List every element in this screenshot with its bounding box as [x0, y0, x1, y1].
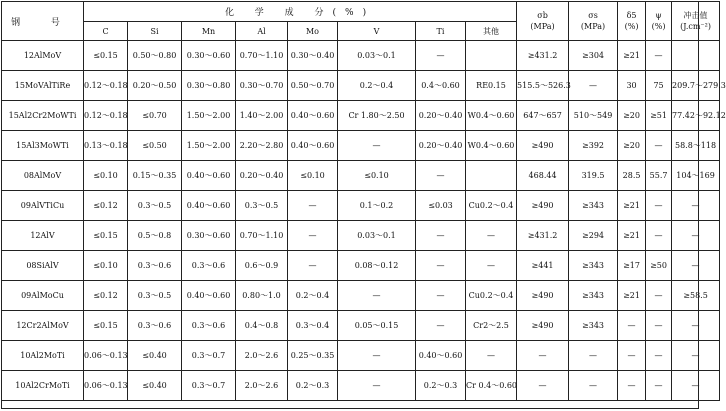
cell-delta5: — — [618, 371, 646, 401]
cell-sigma-s: — — [569, 71, 618, 101]
cell-sigma-b: — — [517, 371, 569, 401]
cell-al: 2.0～2.6 — [236, 371, 288, 401]
cell-c: 0.06～0.13 — [84, 371, 128, 401]
cell-impact: 58.8～118 — [672, 131, 720, 161]
cell-delta5: — — [618, 341, 646, 371]
cell-mo: 0.30～0.40 — [288, 41, 338, 71]
cell-impact: ≥58.5 — [672, 281, 720, 311]
cell-mo: 0.40～0.60 — [288, 101, 338, 131]
cell-si: 0.3～0.6 — [128, 251, 182, 281]
cell-sigma-b: 468.44 — [517, 161, 569, 191]
cell-psi: ≥51 — [646, 101, 672, 131]
table-row — [2, 221, 720, 251]
cell-sigma-b: 647～657 — [517, 101, 569, 131]
cell-sigma-b: 515.5～526.3 — [517, 71, 569, 101]
cell-sigma-b: ≥490 — [517, 131, 569, 161]
cell-sigma-b: ≥431.2 — [517, 41, 569, 71]
cell-sigma-b: ≥490 — [517, 281, 569, 311]
impact-unit: (J.cm⁻²) — [680, 22, 711, 31]
cell-impact: — — [672, 251, 720, 281]
element-header-c: C — [84, 22, 128, 41]
cell-grade: 08AlMoV — [2, 161, 84, 191]
cell-al: 2.0～2.6 — [236, 341, 288, 371]
cell-delta5: 30 — [618, 71, 646, 101]
cell-grade: 10Al2CrMoTi — [2, 371, 84, 401]
cell-impact: — — [672, 221, 720, 251]
cell-si: 0.3～0.5 — [128, 191, 182, 221]
cell-psi: — — [646, 221, 672, 251]
cell-v: 0.03～0.1 — [338, 41, 416, 71]
element-header-mo: Mo — [288, 22, 338, 41]
cell-si: 0.3～0.6 — [128, 311, 182, 341]
cell-v: 0.2～0.4 — [338, 71, 416, 101]
cell-delta5: ≥21 — [618, 281, 646, 311]
sigma-s-unit: (MPa) — [580, 22, 606, 31]
cell-sigma-b: ≥441 — [517, 251, 569, 281]
cell-psi: — — [646, 341, 672, 371]
cell-c: 0.12～0.18 — [84, 101, 128, 131]
cell-c: 0.06～0.13 — [84, 341, 128, 371]
element-header-other: 其他 — [466, 22, 517, 41]
cell-impact — [672, 41, 720, 71]
cell-sigma-s: 319.5 — [569, 161, 618, 191]
cell-delta5: ≥20 — [618, 131, 646, 161]
cell-v: 0.05～0.15 — [338, 311, 416, 341]
cell-mn: 0.3～0.7 — [182, 371, 236, 401]
cell-mn: 0.40～0.60 — [182, 161, 236, 191]
cell-mn: 0.30～0.60 — [182, 221, 236, 251]
cell-mo: — — [288, 221, 338, 251]
cell-si: ≤0.40 — [128, 341, 182, 371]
cell-other: Cr2～2.5 — [466, 311, 517, 341]
cell-impact: 77.42～92.12 — [672, 101, 720, 131]
cell-impact: — — [672, 191, 720, 221]
cell-sigma-s: — — [569, 371, 618, 401]
cell-ti: — — [416, 251, 466, 281]
cell-ti: — — [416, 311, 466, 341]
cell-ti: — — [416, 221, 466, 251]
table-row — [2, 281, 720, 311]
cell-psi: — — [646, 371, 672, 401]
cell-grade: 15MoVAlTiRe — [2, 71, 84, 101]
cell-al: 2.20～2.80 — [236, 131, 288, 161]
cell-al: 0.80～1.0 — [236, 281, 288, 311]
cell-delta5: ≥20 — [618, 101, 646, 131]
cell-v: ≤0.10 — [338, 161, 416, 191]
element-header-al: Al — [236, 22, 288, 41]
cell-ti: 0.2～0.3 — [416, 371, 466, 401]
cell-c: 0.12～0.18 — [84, 71, 128, 101]
cell-v: — — [338, 371, 416, 401]
cell-psi: — — [646, 131, 672, 161]
cell-v: — — [338, 131, 416, 161]
table-row — [2, 371, 720, 401]
table-row — [2, 341, 720, 371]
cell-al: 0.30～0.70 — [236, 71, 288, 101]
cell-delta5: ≥21 — [618, 221, 646, 251]
cell-v: — — [338, 341, 416, 371]
cell-sigma-s: ≥304 — [569, 41, 618, 71]
cell-grade: 12AlV — [2, 221, 84, 251]
cell-other: W0.4～0.60 — [466, 101, 517, 131]
cell-psi: — — [646, 191, 672, 221]
cell-sigma-s: — — [569, 341, 618, 371]
cell-mn: 1.50～2.00 — [182, 101, 236, 131]
cell-psi: — — [646, 311, 672, 341]
cell-impact: — — [672, 341, 720, 371]
cell-mo: 0.25～0.35 — [288, 341, 338, 371]
cell-ti: 0.20～0.40 — [416, 101, 466, 131]
cell-grade: 12Cr2AlMoV — [2, 311, 84, 341]
cell-c: ≤0.15 — [84, 41, 128, 71]
cell-sigma-s: ≥343 — [569, 281, 618, 311]
cell-si: 0.3～0.5 — [128, 281, 182, 311]
table-row — [2, 101, 720, 131]
cell-psi: ≥50 — [646, 251, 672, 281]
psi-header — [646, 2, 672, 41]
cell-sigma-b: — — [517, 341, 569, 371]
cell-v: 0.08～0.12 — [338, 251, 416, 281]
table-row — [2, 131, 720, 161]
cell-al: 0.3～0.5 — [236, 191, 288, 221]
cell-other: — — [466, 251, 517, 281]
cell-psi: 55.7 — [646, 161, 672, 191]
cell-psi: 75 — [646, 71, 672, 101]
composition-header: 化 学 成 分(%) — [84, 2, 517, 22]
cell-impact: 209.7～279.3 — [672, 71, 720, 101]
element-header-si: Si — [128, 22, 182, 41]
cell-grade: 10Al2MoTi — [2, 341, 84, 371]
cell-grade: 12AlMoV — [2, 41, 84, 71]
cell-mn: 0.3～0.6 — [182, 251, 236, 281]
cell-impact: — — [672, 371, 720, 401]
cell-mo: — — [288, 251, 338, 281]
table-row — [2, 311, 720, 341]
cell-al: 0.70～1.10 — [236, 41, 288, 71]
cell-v: — — [338, 281, 416, 311]
cell-si: ≤0.40 — [128, 371, 182, 401]
cell-ti: — — [416, 281, 466, 311]
cell-delta5: ≥21 — [618, 41, 646, 71]
cell-delta5: ≥17 — [618, 251, 646, 281]
cell-mn: 0.40～0.60 — [182, 191, 236, 221]
cell-v: 0.03～0.1 — [338, 221, 416, 251]
table-row — [2, 191, 720, 221]
cell-si: ≤0.50 — [128, 131, 182, 161]
cell-ti: ≤0.03 — [416, 191, 466, 221]
cell-c: ≤0.15 — [84, 221, 128, 251]
table-row — [2, 41, 720, 71]
cell-sigma-s: ≥294 — [569, 221, 618, 251]
sigma-b-unit: (MPa) — [530, 22, 555, 31]
cell-c: ≤0.10 — [84, 161, 128, 191]
cell-grade: 15Al2Cr2MoWTi — [2, 101, 84, 131]
element-header-v: V — [338, 22, 416, 41]
steel-table-wrap — [1, 1, 726, 409]
cell-psi: — — [646, 281, 672, 311]
cell-al: 0.70～1.10 — [236, 221, 288, 251]
cell-si: 0.50～0.80 — [128, 41, 182, 71]
impact-header — [672, 2, 720, 41]
cell-ti: 0.40～0.60 — [416, 341, 466, 371]
cell-other: Cu0.2～0.4 — [466, 281, 517, 311]
sigma-b-symbol: σb — [537, 11, 548, 20]
cell-delta5: ≥21 — [618, 191, 646, 221]
delta5-unit: (%) — [624, 22, 639, 31]
cell-other: — — [466, 341, 517, 371]
element-header-mn: Mn — [182, 22, 236, 41]
cell-mo: 0.2～0.3 — [288, 371, 338, 401]
cell-sigma-s: ≥392 — [569, 131, 618, 161]
cell-mo: 0.50～0.70 — [288, 71, 338, 101]
sigma-s-symbol: σs — [588, 11, 598, 20]
cell-sigma-b: ≥490 — [517, 191, 569, 221]
cell-c: 0.13～0.18 — [84, 131, 128, 161]
cell-mo: ≤0.10 — [288, 161, 338, 191]
cell-other: Cr 0.4～0.60 — [466, 371, 517, 401]
table-body — [2, 41, 726, 401]
cell-ti: 0.4～0.60 — [416, 71, 466, 101]
cell-mn: 0.3～0.6 — [182, 311, 236, 341]
cell-other: RE0.15 — [466, 71, 517, 101]
cell-sigma-s: ≥343 — [569, 251, 618, 281]
cell-mn: 0.40～0.60 — [182, 281, 236, 311]
cell-c: ≤0.12 — [84, 281, 128, 311]
cell-si: 0.15～0.35 — [128, 161, 182, 191]
cell-mo: — — [288, 191, 338, 221]
cell-sigma-b: ≥490 — [517, 311, 569, 341]
delta5-header — [618, 2, 646, 41]
cell-sigma-s: 510～549 — [569, 101, 618, 131]
psi-unit: (%) — [651, 22, 666, 31]
grade-header: 钢 号 — [2, 2, 84, 41]
cell-mn: 0.3～0.7 — [182, 341, 236, 371]
cell-impact: — — [672, 311, 720, 341]
psi-symbol: ψ — [655, 11, 662, 20]
cell-grade: 09AlVTiCu — [2, 191, 84, 221]
cell-mo: 0.2～0.4 — [288, 281, 338, 311]
sigma-s-header — [569, 2, 618, 41]
cell-other: W0.4～0.60 — [466, 131, 517, 161]
cell-mn: 0.30～0.80 — [182, 71, 236, 101]
cell-impact: 104～169 — [672, 161, 720, 191]
cell-si: ≤0.70 — [128, 101, 182, 131]
cell-delta5: — — [618, 311, 646, 341]
cell-grade: 09AlMoCu — [2, 281, 84, 311]
cell-delta5: 28.5 — [618, 161, 646, 191]
cell-sigma-s: ≥343 — [569, 311, 618, 341]
cell-mo: 0.40～0.60 — [288, 131, 338, 161]
cell-mn: 0.30～0.60 — [182, 41, 236, 71]
table-row — [2, 251, 720, 281]
cell-v: 0.1～0.2 — [338, 191, 416, 221]
cell-other — [466, 161, 517, 191]
cell-sigma-s: ≥343 — [569, 191, 618, 221]
cell-si: 0.20～0.50 — [128, 71, 182, 101]
cell-c: ≤0.10 — [84, 251, 128, 281]
cell-si: 0.5～0.8 — [128, 221, 182, 251]
cell-psi: — — [646, 41, 672, 71]
cell-sigma-b: ≥431.2 — [517, 221, 569, 251]
cell-grade: 15Al3MoWTi — [2, 131, 84, 161]
table-row — [2, 161, 720, 191]
cell-al: 1.40～2.00 — [236, 101, 288, 131]
cell-mo: 0.3～0.4 — [288, 311, 338, 341]
table-row — [2, 71, 720, 101]
cell-al: 0.4～0.8 — [236, 311, 288, 341]
cell-other: Cu0.2～0.4 — [466, 191, 517, 221]
steel-composition-table — [1, 1, 726, 401]
cell-other: — — [466, 221, 517, 251]
cell-grade: 08SiAlV — [2, 251, 84, 281]
cell-al: 0.6～0.9 — [236, 251, 288, 281]
cell-ti: — — [416, 161, 466, 191]
cell-other — [466, 41, 517, 71]
cell-al: 0.20～0.40 — [236, 161, 288, 191]
cell-ti: 0.20～0.40 — [416, 131, 466, 161]
sigma-b-header — [517, 2, 569, 41]
delta5-symbol: δ5 — [626, 11, 637, 20]
cell-ti: — — [416, 41, 466, 71]
element-header-ti: Ti — [416, 22, 466, 41]
cell-c: ≤0.15 — [84, 311, 128, 341]
cell-mn: 1.50～2.00 — [182, 131, 236, 161]
cell-c: ≤0.12 — [84, 191, 128, 221]
impact-label: 冲击值 — [683, 11, 708, 20]
cell-v: Cr 1.80～2.50 — [338, 101, 416, 131]
